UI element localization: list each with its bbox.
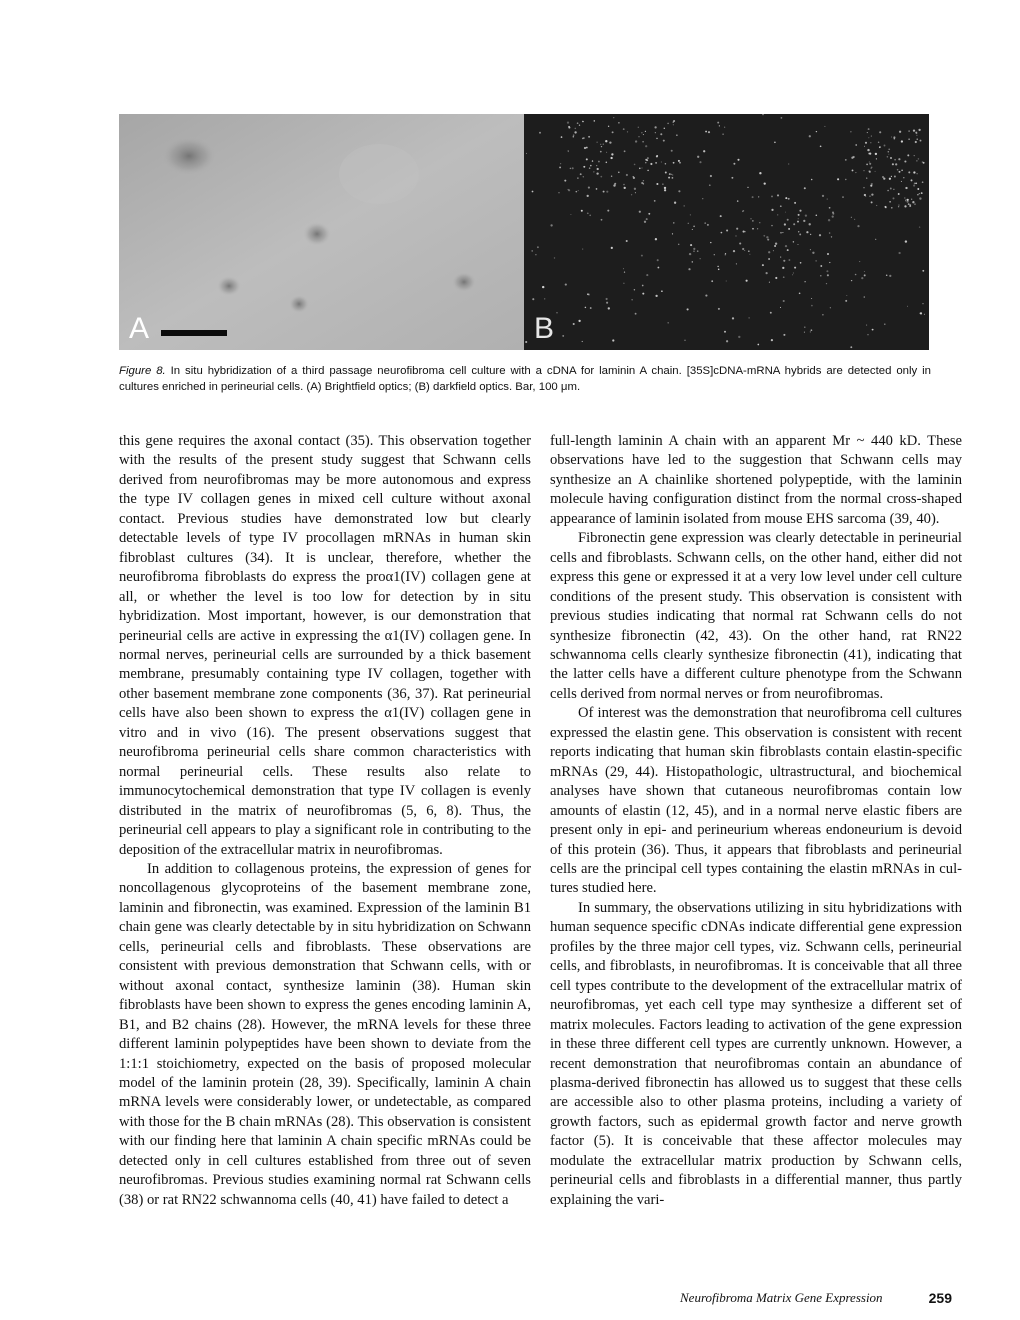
figure-8 bbox=[119, 114, 929, 350]
paragraph: full-length laminin A chain with an apparent Mr ~ 440 kD. These observations have led to the suggestion that Schwann cells may synthesize an A chainlike shortened polypeptide, with the laminin molecule having configuration distinct from the normal cross-shaped appearance of laminin isolated from mouse EHS sarcoma (39, 40). bbox=[550, 433, 962, 527]
paragraph: In summary, the observations utilizing in situ hybridizations with human sequence specific cDNAs indicate differential gene expression profiles by the three major cell types, viz. Schwann cells, perineurial cells, and fibroblasts, in neurofibromas. It is conceivable that all three cell types contribute to the development of the extracellular matrix of neurofibromas, yet each cell type may synthesize a different set of matrix molecules. Factors leading to activation of the gene expression in these three different cell types are currently unknown. However, a recent demonstration that neurofibromas contain an abundance of plasma-derived fibronectin has allowed us to suggest that these cells are accessible also to other plasma proteins, including a variety of growth factors, such as epidermal growth factor and nerve growth factor (5). It is conceivable that these affector molecules may modulate the extracellular matrix production by Schwann cells, perineurial cells and fibroblasts in a differential manner, thus partly explaining the vari- bbox=[550, 899, 962, 1208]
running-title: Neurofibroma Matrix Gene Expression bbox=[680, 1290, 883, 1305]
scale-bar bbox=[161, 330, 227, 336]
page-number: 259 bbox=[928, 1290, 952, 1306]
left-text-column bbox=[119, 432, 531, 1210]
right-text-column bbox=[550, 432, 962, 1210]
paragraph: Of interest was the demonstration that neurofibroma cell cultures expressed the elastin gene. This observation is consistent with recent reports indicating that human skin fibroblasts contain elastin-specific mRNAs (29, 44). Histopathologic, ultrastructural, and biochemical analyses have shown that cutaneous neurofibromas contain low amounts of elastin (12, 45), and in a normal nerve elastic fibers are present only in epi- and perineurium whereas endoneurium is devoid of this protein (36). Thus, it appears that fibroblasts and perineurial cells are the principal cell types containing the elastin mRNAs in cultures studied here. bbox=[550, 705, 962, 897]
darkfield-micrograph-image bbox=[524, 114, 929, 350]
figure-caption-label: Figure 8. bbox=[119, 365, 166, 377]
page-footer bbox=[680, 1290, 960, 1306]
paragraph: Fibronectin gene expression was clearly detectable in perineurial cells and fibroblasts. Schwann cells, on the other hand, either did not express this gene or expressed it at a very low level under cell culture conditions of the present study. This observation is consistent with previous studies indicating that normal rat Schwann cells do not synthesize fibronectin (42, 43). On the other hand, rat RN22 schwannoma cells clearly synthesize fibronectin (41), indicating that the latter cells have a different culture phenotype from the Schwann cells derived from normal nerves or from neurofibromas. bbox=[550, 530, 962, 702]
figure-caption-text: In situ hybridization of a third passage neurofibroma cell culture with a cDNA for laminin A chain. [35S]cDNA-mRNA hybrids are detected only in cultures enriched in perineurial cells. (A) Brightfield optics; (B) darkfield optics. Bar, 100 μm. bbox=[119, 365, 931, 393]
brightfield-micrograph-image bbox=[119, 114, 524, 350]
panel-b-label: B bbox=[534, 312, 555, 345]
paragraph: In addition to collagenous proteins, the expression of genes for noncollagenous glycoproteins of the basement membrane zone, laminin and fibronectin, was examined. Expression of the laminin B1 chain gene was clearly detectable by in situ hybridization on Schwann cells, perineurial cells and fibroblasts. These observations are consistent with previous demonstration that Schwann cells, with or without axonal contact, synthesize laminin (38). Human skin fibroblasts have been shown to express the genes encoding laminin A, B1, and B2 chains (28). However, the mRNA levels for these three different laminin polypeptides have been shown to deviate from the 1:1:1 stoichiometry, expected on the basis of proposed molecular model of the laminin protein (28, 39). Specifically, laminin A chain mRNA levels were considerably lower, or undetectable, as compared with those for the B chain mRNAs (28). This observation is consistent with our finding here that laminin A chain specific mRNAs could be detected only in cell cultures established from three out of seven neurofibromas. Previous studies examining normal rat Schwann cells (38) or rat RN22 schwannoma cells (40, 41) have failed to detect a bbox=[119, 860, 531, 1208]
brightfield-micrograph-panel bbox=[119, 114, 524, 350]
panel-a-label: A bbox=[129, 312, 150, 345]
paragraph: this gene requires the axonal contact (35). This observation together with the results of the present study suggest that Schwann cells derived from neurofibromas may be more autonomous and express the type IV collagen genes in mixed cell culture without axonal contact. Previous studies have demonstrated low but clearly detectable levels of type IV procollagen mRNAs in human skin fibroblast cultures (34). It is unclear, therefore, whether the neurofibroma fibroblasts do express the proα1(IV) collagen gene at all, or whether the level is too low for detection by in situ hybridization. Most important, however, is our demonstration that perineurial cells are active in expressing the α1(IV) collagen gene. In normal nerves, perineurial cells are surrounded by a thick basement membrane, presumably containing type IV collagen, together with other basement membrane zone components (36, 37). Rat perineurial cells have also been shown to express the α1(IV) collagen gene in vitro and in vivo (16). The present observations suggest that neurofibroma perineurial cells share common characteristics with normal perineurial cells. These results also relate to immunocytochemical demonstration that type IV collagen is evenly distributed in the matrix of neurofibromas (5, 6, 8). Thus, the perineurial cell appears to play a significant role in contributing to the deposition of the extracellular matrix in neurofibromas. bbox=[119, 433, 531, 858]
darkfield-micrograph-panel bbox=[524, 114, 929, 350]
figure-caption bbox=[119, 363, 931, 395]
